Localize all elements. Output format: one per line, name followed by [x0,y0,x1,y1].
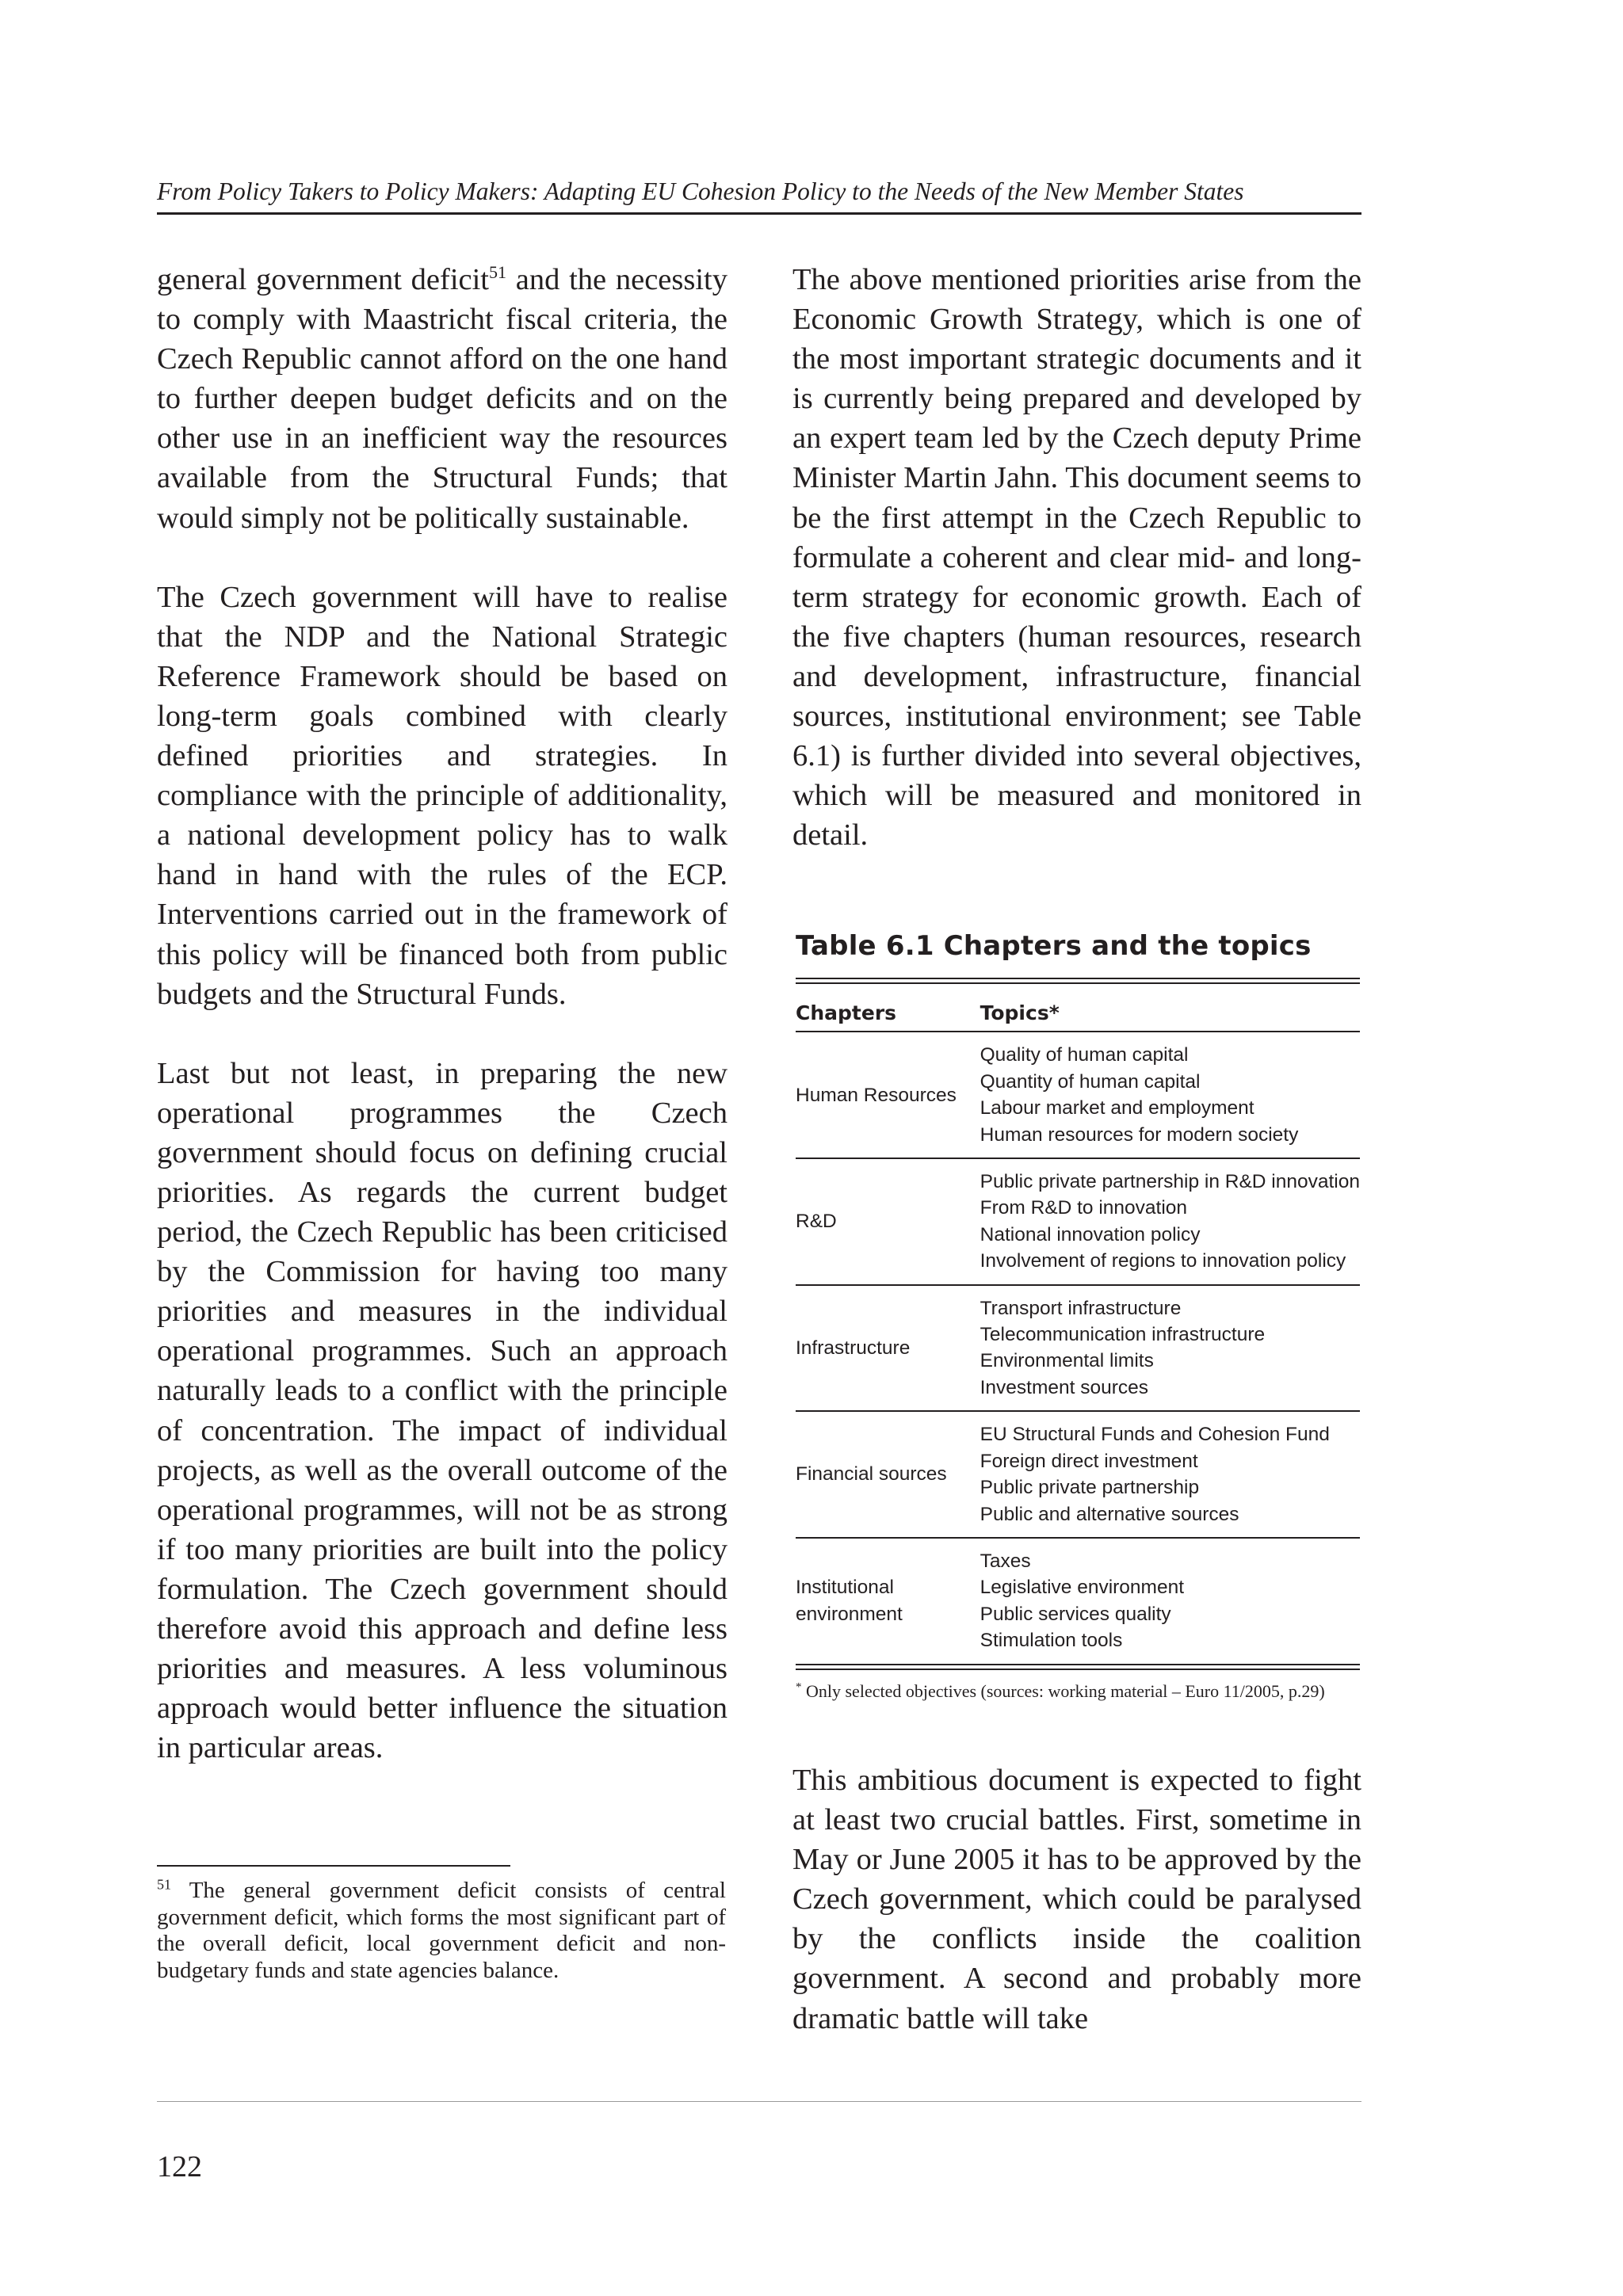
table-title: Table 6.1 Chapters and the topics [796,930,1312,962]
chapter-cell: Infrastructure [796,1285,980,1412]
topics-cell [980,1538,1360,1664]
column-header-chapters: Chapters [796,984,980,1032]
left-paragraph-3: Last but not least, in preparing the new operational programmes the Czech government should focus on defining crucial priorities. As regards the current budget period, the Czech Republic has been criticised by the Commission for having too many priorities and measures in the individual operational programmes. Such an approach naturally leads to a conflict with the principle of concentration. The impact of individual projects, as well as the overall outcome of the operational programmes, will not be as strong if too many priorities are built into the policy formulation. The Czech government should therefore avoid this approach and define less priorities and measures. A less voluminous approach would better influence the situation in particular areas. [157,1056,727,1765]
running-header: From Policy Takers to Policy Makers: Adapting EU Cohesion Policy to the Needs of the New Member States [157,177,1244,205]
right-paragraph-1: The above mentioned priorities arise from the Economic Growth Strategy, which is one of the most important strategic documents and it is currently being prepared and developed by an expert team led by the Czech deputy Prime Minister Martin Jahn. This document seems to be the first attempt in the Czech Republic to formulate a coherent and clear mid- and long-term strategy for economic growth. Each of the five chapters (human resources, research and development, infrastructure, financial sources, institutional environment; see Table 6.1) is further divided into several objectives, which will be measured and monitored in detail. [792,263,1361,852]
topic-item: Investment sources [980,1376,1149,1398]
topic-item: Public and alternative sources [980,1503,1239,1525]
table-row [796,1158,1360,1285]
footnote-reference: 51 [489,262,507,283]
left-paragraph-2: The Czech government will have to realise that the NDP and the National Strategic Reference Framework should be based on long-term goals combined with clearly defined priorities and strategies. In compliance with the principle of additionality, a national development policy has to walk hand in hand with the rules of the ECP. Interventions carried out in the framework of this policy will be financed both from public budgets and the Structural Funds. [157,580,727,1011]
left-p1-text-start: general government deficit [157,263,490,296]
table-bottom-double-rule [796,1664,1360,1670]
topic-item: Foreign direct investment [980,1450,1198,1472]
topic-item: Legislative environment [980,1577,1185,1599]
table-header-row [796,984,1360,1032]
chapter-cell: Financial sources [796,1411,980,1538]
table-source-note [796,1680,1360,1703]
table-row [796,1285,1360,1412]
topic-item: Human resources for modern society [980,1123,1299,1146]
left-column [157,260,727,1768]
topic-item: Transport infrastructure [980,1297,1182,1319]
topic-item: Involvement of regions to innovation policy [980,1250,1346,1272]
topic-item: Labour market and employment [980,1097,1254,1119]
topic-item: Public services quality [980,1603,1171,1625]
topic-item: Quality of human capital [980,1044,1189,1066]
topics-cell [980,1158,1360,1285]
topic-item: Quantity of human capital [980,1070,1201,1093]
topic-item: Telecommunication infrastructure [980,1324,1266,1346]
topic-item: Public private partnership in R&D innovation [980,1171,1360,1193]
column-header-topics: Topics* [980,984,1360,1032]
topic-item: Public private partnership [980,1477,1200,1499]
right-column-continuation [792,1760,1361,2039]
topic-item: From R&D to innovation [980,1197,1188,1219]
chapters-topics-table [796,984,1360,1664]
right-column [792,260,1361,855]
footnote-rule [157,1865,510,1867]
chapter-cell: R&D [796,1158,980,1285]
topic-item: EU Structural Funds and Cohesion Fund [980,1424,1330,1446]
footer-rule [157,2101,1361,2102]
footnote-marker: 51 [157,1876,171,1893]
topic-item: Stimulation tools [980,1630,1123,1652]
chapter-cell: Human Resources [796,1032,980,1158]
topic-item: Taxes [980,1550,1031,1572]
page-number: 122 [157,2150,202,2183]
right-paragraph-2: This ambitious document is expected to fight at least two crucial battles. First, sometime in May or June 2005 it has to be approved by the Czech government, which could be paralysed by the conflicts inside the coalition government. A second and probably more dramatic battle will take [792,1764,1361,2035]
topic-item: National innovation policy [980,1223,1201,1245]
table-6-1 [796,929,1360,1703]
table-row [796,1032,1360,1158]
table-row [796,1538,1360,1664]
topics-cell [980,1032,1360,1158]
topics-cell [980,1411,1360,1538]
left-p1-text-end: and the necessity to comply with Maastricht fiscal criteria, the Czech Republic cannot afford on the one hand to further deepen budget deficits and on the other use in an inefficient way the resources available from the Structural Funds; that would simply not be politically sustainable. [157,263,728,535]
footnote-text: The general government deficit consists of central government deficit, which forms the most significant part of the overall deficit, local government deficit and non-budgetary funds and state agencies balance. [157,1878,726,1983]
left-paragraph-1 [157,260,727,538]
header-rule [157,212,1361,215]
table-note-marker: * [796,1680,802,1694]
table-top-double-rule [796,978,1360,984]
chapter-cell: Institutional environment [796,1577,903,1625]
topics-cell [980,1285,1360,1412]
footnote [157,1878,726,1984]
table-note-text: Only selected objectives (sources: working material – Euro 11/2005, p.29) [801,1680,1325,1701]
table-row [796,1411,1360,1538]
topic-item: Environmental limits [980,1350,1154,1372]
